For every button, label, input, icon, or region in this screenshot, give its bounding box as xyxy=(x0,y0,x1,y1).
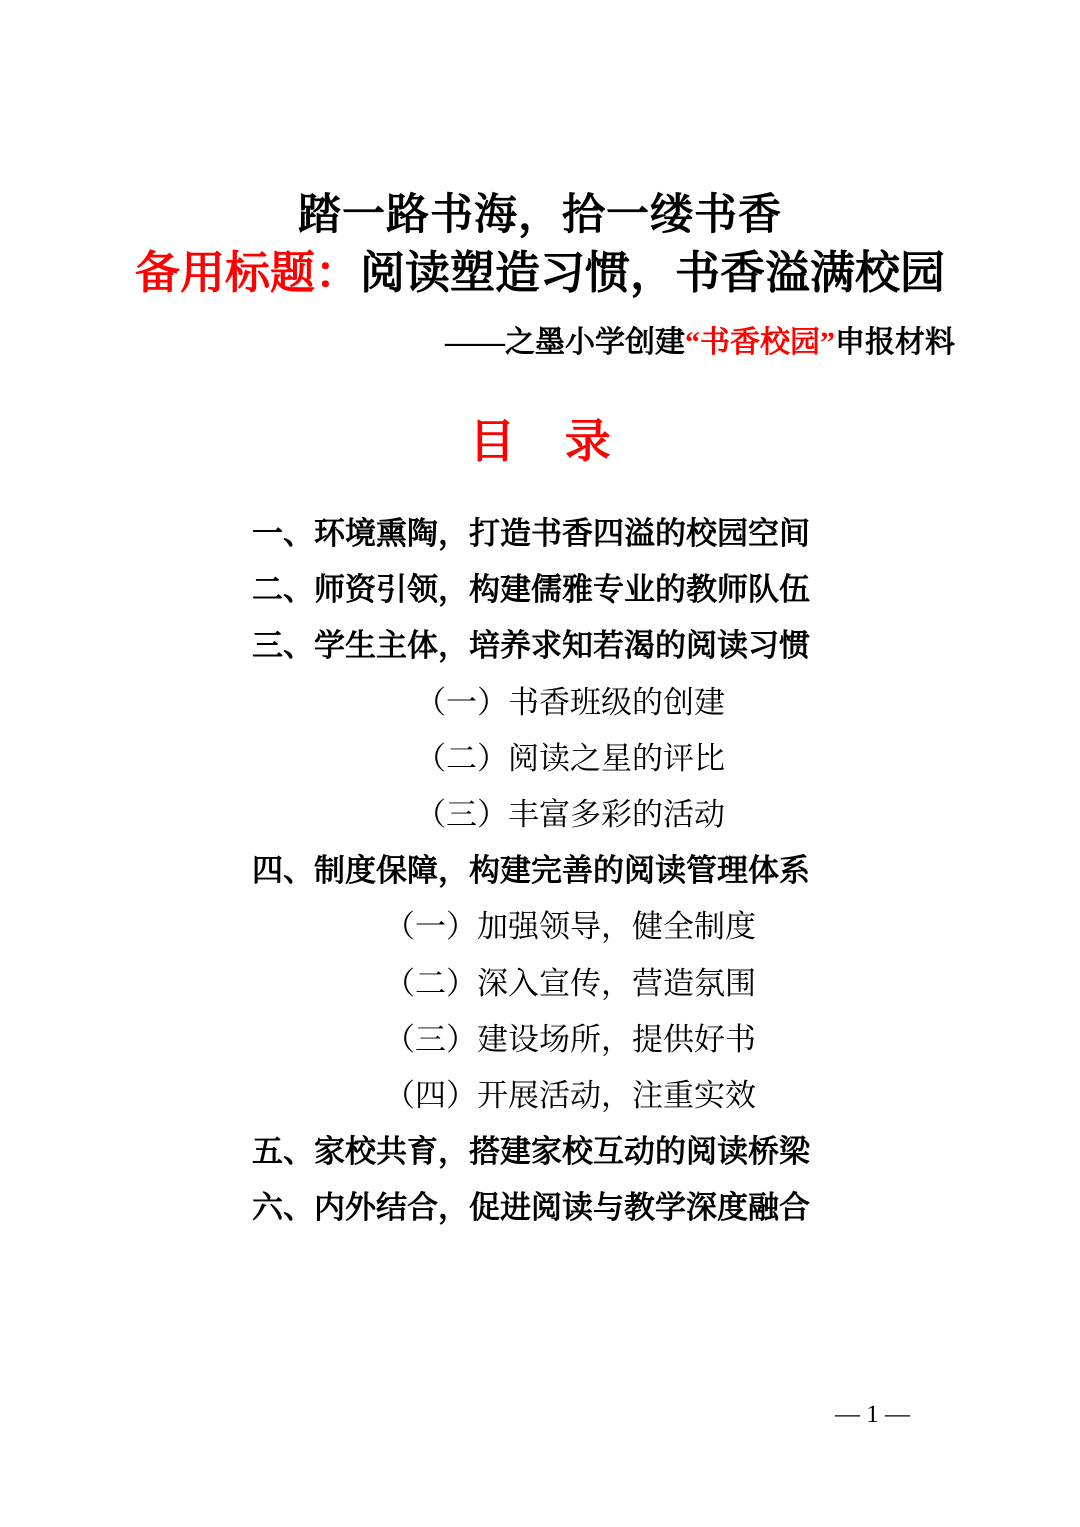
toc-item: 五、家校共育，搭建家校互动的阅读桥梁 xyxy=(252,1134,810,1170)
alternate-title-label: 备用标题： xyxy=(134,248,360,298)
byline-highlight: “书香校园” xyxy=(685,326,835,359)
page-number: — 1 — xyxy=(835,1401,910,1428)
toc-item: 一、环境熏陶，打造书香四溢的校园空间 xyxy=(252,516,810,551)
toc-item: 四、制度保障，构建完善的阅读管理体系 xyxy=(252,853,810,889)
toc-item: （三）建设场所，提供好书 xyxy=(384,1021,756,1057)
toc-item: 六、内外结合，促进阅读与教学深度融合 xyxy=(252,1190,810,1226)
main-title: 踏一路书海，拾一缕书香 xyxy=(298,192,782,239)
toc-item: （二）阅读之星的评比 xyxy=(415,740,725,776)
toc-item: 二、师资引领，构建儒雅专业的教师队伍 xyxy=(252,572,810,608)
toc-item: （三）丰富多彩的活动 xyxy=(415,796,725,832)
toc-list xyxy=(0,506,1080,1236)
toc-item: 三、学生主体，培养求知若渴的阅读习惯 xyxy=(252,628,810,664)
alternate-title-text: 阅读塑造习惯，书香溢满校园 xyxy=(360,248,946,298)
byline xyxy=(0,322,1080,364)
toc-item: （四）开展活动，注重实效 xyxy=(384,1077,756,1113)
toc-heading: 目 录 xyxy=(469,416,611,467)
byline-prefix: ——之墨小学创建 xyxy=(445,326,685,359)
toc-item: （一）加强领导，健全制度 xyxy=(384,909,756,945)
alternate-title xyxy=(0,246,1080,300)
toc-item: （二）深入宣传，营造氛围 xyxy=(384,965,756,1001)
byline-suffix: 申报材料 xyxy=(835,326,955,359)
toc-item: （一）书香班级的创建 xyxy=(415,684,725,720)
